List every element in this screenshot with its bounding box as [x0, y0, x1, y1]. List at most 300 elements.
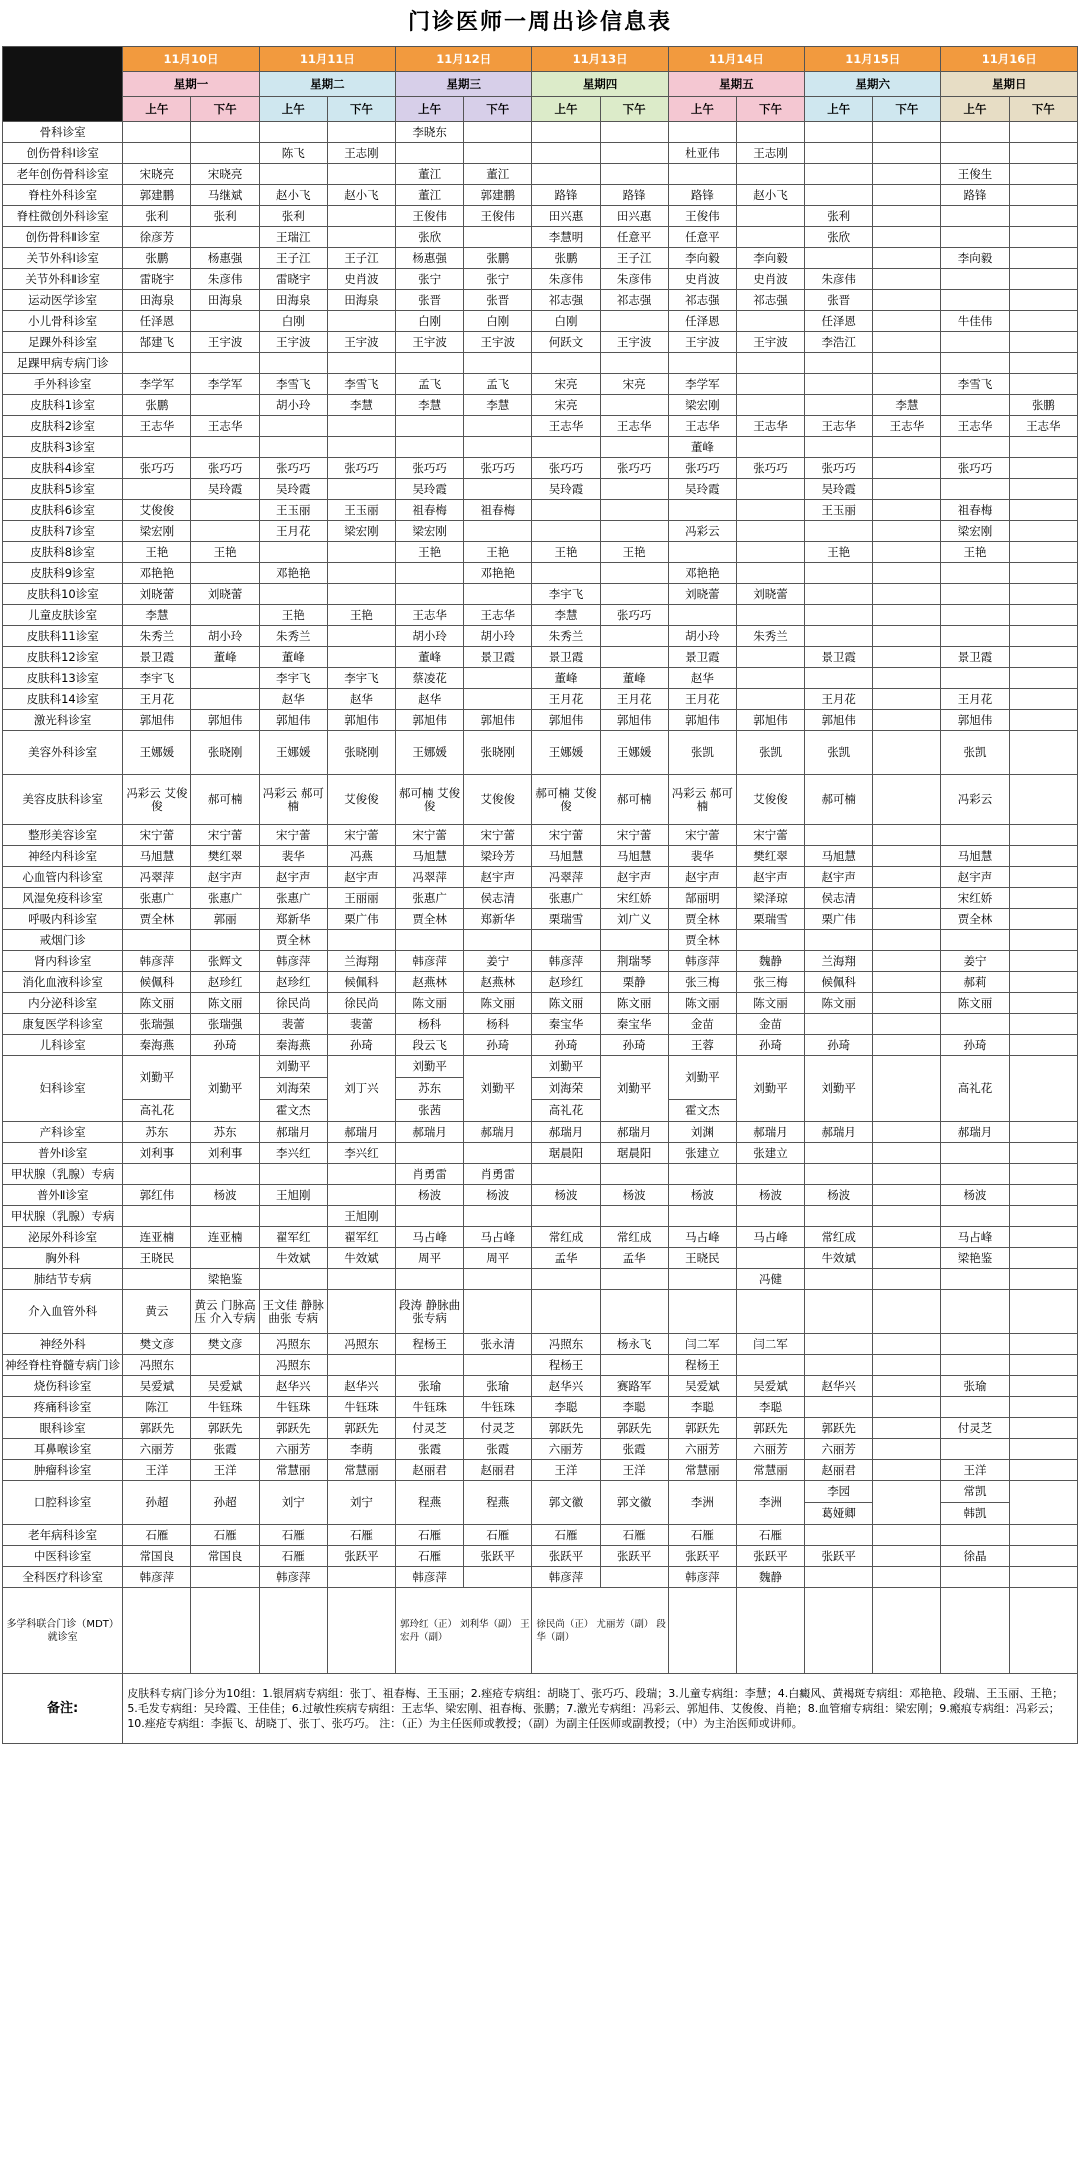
doctor-cell — [941, 584, 1009, 605]
doctor-cell: 杨波 — [941, 1185, 1009, 1206]
doctor-cell: 梁艳鉴 — [191, 1269, 259, 1290]
doctor-cell — [600, 1290, 668, 1334]
doctor-cell — [736, 227, 804, 248]
weekday-header: 星期四 — [532, 72, 668, 97]
doctor-cell: 董江 — [396, 185, 464, 206]
doctor-cell: 宋亮 — [600, 374, 668, 395]
doctor-cell: 王志华 — [736, 416, 804, 437]
doctor-cell: 李学军 — [191, 374, 259, 395]
doctor-cell: 郭文徽 — [600, 1481, 668, 1525]
doctor-cell — [805, 164, 873, 185]
doctor-cell: 冯彩云 郝可楠 — [259, 775, 327, 825]
doctor-cell: 张瑜 — [464, 1376, 532, 1397]
doctor-cell: 吴爱斌 — [191, 1376, 259, 1397]
doctor-cell: 黄云 — [123, 1290, 191, 1334]
doctor-cell: 郭旭伟 — [600, 710, 668, 731]
doctor-cell: 胡小玲 — [259, 395, 327, 416]
doctor-cell — [873, 1056, 941, 1122]
doctor-cell — [327, 1567, 395, 1588]
doctor-cell: 苏东 — [191, 1122, 259, 1143]
table-row — [3, 1460, 1078, 1481]
doctor-cell — [873, 1014, 941, 1035]
doctor-cell — [1009, 437, 1077, 458]
doctor-cell — [736, 311, 804, 332]
doctor-cell: 冯彩云 — [941, 775, 1009, 825]
doctor-cell — [805, 1334, 873, 1355]
dept-name: 内分泌科诊室 — [3, 993, 123, 1014]
dept-name: 足踝甲病专病门诊 — [3, 353, 123, 374]
doctor-cell: 白刚 — [396, 311, 464, 332]
doctor-cell: 李学军 — [668, 374, 736, 395]
doctor-cell — [873, 1546, 941, 1567]
doctor-cell: 吴爱斌 — [668, 1376, 736, 1397]
doctor-cell: 李宇飞 — [123, 668, 191, 689]
dept-name: 激光科诊室 — [3, 710, 123, 731]
doctor-cell — [600, 647, 668, 668]
doctor-cell: 张建立 — [668, 1143, 736, 1164]
doctor-cell: 王志华 — [1009, 416, 1077, 437]
doctor-cell: 张茜 — [396, 1100, 464, 1122]
doctor-cell: 王志华 — [873, 416, 941, 437]
doctor-cell: 张永清 — [464, 1334, 532, 1355]
doctor-cell — [668, 1588, 736, 1674]
doctor-cell: 石雁 — [123, 1525, 191, 1546]
dept-name: 皮肤科7诊室 — [3, 521, 123, 542]
doctor-cell — [464, 1355, 532, 1376]
doctor-cell — [736, 122, 804, 143]
doctor-cell: 石雁 — [259, 1546, 327, 1567]
doctor-cell: 王艳 — [941, 542, 1009, 563]
doctor-cell: 刘晓蕾 — [123, 584, 191, 605]
pm-header: 下午 — [736, 97, 804, 122]
doctor-cell: 张跃平 — [532, 1546, 600, 1567]
doctor-cell — [873, 122, 941, 143]
doctor-cell: 秦宝华 — [532, 1014, 600, 1035]
am-header: 上午 — [396, 97, 464, 122]
doctor-cell: 常红成 — [532, 1227, 600, 1248]
doctor-cell: 张利 — [191, 206, 259, 227]
doctor-cell: 杜亚伟 — [668, 143, 736, 164]
doctor-cell — [191, 122, 259, 143]
doctor-cell: 张跃平 — [464, 1546, 532, 1567]
doctor-cell — [1009, 584, 1077, 605]
doctor-cell: 王月花 — [600, 689, 668, 710]
table-row — [3, 1185, 1078, 1206]
doctor-cell: 赵珍红 — [259, 972, 327, 993]
doctor-cell: 刘勤平 — [191, 1056, 259, 1122]
doctor-cell — [736, 647, 804, 668]
table-row — [3, 972, 1078, 993]
doctor-cell: 张惠广 — [396, 888, 464, 909]
doctor-cell — [873, 584, 941, 605]
doctor-cell — [191, 521, 259, 542]
doctor-cell: 冯翠萍 — [396, 867, 464, 888]
doctor-cell: 徐彦芳 — [123, 227, 191, 248]
doctor-cell: 冯燕 — [327, 846, 395, 867]
doctor-cell — [600, 626, 668, 647]
doctor-cell: 王志刚 — [327, 143, 395, 164]
doctor-cell — [191, 1248, 259, 1269]
table-row — [3, 332, 1078, 353]
doctor-cell: 张瑜 — [396, 1376, 464, 1397]
doctor-cell — [191, 1164, 259, 1185]
doctor-cell — [873, 668, 941, 689]
doctor-cell: 张晋 — [396, 290, 464, 311]
doctor-cell: 徐民尚 — [327, 993, 395, 1014]
doctor-cell: 陈文丽 — [600, 993, 668, 1014]
doctor-cell — [873, 206, 941, 227]
doctor-cell — [327, 311, 395, 332]
dept-name: 皮肤科11诊室 — [3, 626, 123, 647]
doctor-cell: 王志刚 — [736, 143, 804, 164]
doctor-cell — [1009, 164, 1077, 185]
doctor-cell: 魏静 — [736, 951, 804, 972]
doctor-cell: 韩彦萍 — [123, 1567, 191, 1588]
doctor-cell — [805, 1164, 873, 1185]
doctor-cell — [259, 1269, 327, 1290]
doctor-cell: 郝可楠 — [805, 775, 873, 825]
doctor-cell: 冯照东 — [259, 1355, 327, 1376]
doctor-cell: 田海泉 — [191, 290, 259, 311]
doctor-cell: 朱彦伟 — [532, 269, 600, 290]
doctor-cell: 马占峰 — [668, 1227, 736, 1248]
doctor-cell — [1009, 1460, 1077, 1481]
doctor-cell — [1009, 626, 1077, 647]
doctor-cell — [941, 1439, 1009, 1460]
doctor-cell — [1009, 888, 1077, 909]
doctor-cell: 张宁 — [464, 269, 532, 290]
doctor-cell: 石雁 — [668, 1525, 736, 1546]
doctor-cell: 张巧巧 — [464, 458, 532, 479]
doctor-cell — [736, 1248, 804, 1269]
doctor-cell — [941, 1588, 1009, 1674]
doctor-cell: 赵华兴 — [805, 1376, 873, 1397]
doctor-cell — [532, 1206, 600, 1227]
dept-name: 皮肤科1诊室 — [3, 395, 123, 416]
doctor-cell: 赵宇声 — [941, 867, 1009, 888]
pm-header: 下午 — [191, 97, 259, 122]
doctor-cell: 张巧巧 — [123, 458, 191, 479]
doctor-cell — [464, 227, 532, 248]
doctor-cell: 郭文徽 — [532, 1481, 600, 1525]
doctor-cell — [1009, 1418, 1077, 1439]
doctor-cell: 董峰 — [259, 647, 327, 668]
table-row — [3, 1418, 1078, 1439]
doctor-cell — [873, 332, 941, 353]
doctor-cell: 杨科 — [464, 1014, 532, 1035]
doctor-cell — [873, 227, 941, 248]
mdt-thu: 徐民尚（正） 尤丽芳（副） 段华（副） — [532, 1588, 668, 1674]
doctor-cell: 景卫霞 — [941, 647, 1009, 668]
doctor-cell — [736, 542, 804, 563]
dept-name: 产科诊室 — [3, 1122, 123, 1143]
doctor-cell: 陈文丽 — [191, 993, 259, 1014]
doctor-cell: 郭跃先 — [123, 1418, 191, 1439]
doctor-cell: 景卫霞 — [123, 647, 191, 668]
doctor-cell — [327, 164, 395, 185]
doctor-cell: 牛效斌 — [805, 1248, 873, 1269]
doctor-cell — [873, 1035, 941, 1056]
doctor-cell — [259, 1164, 327, 1185]
doctor-cell — [1009, 1376, 1077, 1397]
doctor-cell: 王志华 — [941, 416, 1009, 437]
doctor-cell: 常慧丽 — [668, 1460, 736, 1481]
pm-header: 下午 — [600, 97, 668, 122]
doctor-cell: 郭旭伟 — [736, 710, 804, 731]
doctor-cell: 六丽芳 — [259, 1439, 327, 1460]
doctor-cell: 白刚 — [259, 311, 327, 332]
doctor-cell: 李慧 — [327, 395, 395, 416]
weekday-header: 星期日 — [941, 72, 1078, 97]
dept-name: 肺结节专病 — [3, 1269, 123, 1290]
doctor-cell: 张晋 — [805, 290, 873, 311]
doctor-cell: 赵华 — [668, 668, 736, 689]
doctor-cell — [396, 437, 464, 458]
doctor-cell — [1009, 290, 1077, 311]
doctor-cell: 王志华 — [600, 416, 668, 437]
doctor-cell — [600, 1355, 668, 1376]
doctor-cell — [1009, 248, 1077, 269]
doctor-cell — [1009, 185, 1077, 206]
doctor-cell: 郭旭伟 — [532, 710, 600, 731]
doctor-cell — [805, 1014, 873, 1035]
doctor-cell — [736, 1588, 804, 1674]
doctor-cell: 杨波 — [396, 1185, 464, 1206]
doctor-cell: 陈文丽 — [668, 993, 736, 1014]
doctor-cell — [873, 1248, 941, 1269]
doctor-cell: 兰海翔 — [805, 951, 873, 972]
doctor-cell — [1009, 1122, 1077, 1143]
table-row — [3, 909, 1078, 930]
doctor-cell: 常慧丽 — [736, 1460, 804, 1481]
doctor-cell: 郝可楠 艾俊俊 — [532, 775, 600, 825]
dept-name: 甲状腺（乳腺）专病 — [3, 1206, 123, 1227]
doctor-cell: 连亚楠 — [123, 1227, 191, 1248]
dept-name: 消化血液科诊室 — [3, 972, 123, 993]
doctor-cell — [805, 1525, 873, 1546]
doctor-cell — [668, 1269, 736, 1290]
doctor-cell — [532, 143, 600, 164]
doctor-cell — [532, 930, 600, 951]
doctor-cell: 胡小玲 — [668, 626, 736, 647]
doctor-cell — [396, 1355, 464, 1376]
doctor-cell: 王晓民 — [668, 1248, 736, 1269]
doctor-cell — [1009, 1546, 1077, 1567]
doctor-cell — [464, 584, 532, 605]
doctor-cell — [941, 332, 1009, 353]
doctor-cell — [736, 605, 804, 626]
doctor-cell: 胡小玲 — [191, 626, 259, 647]
doctor-cell — [941, 353, 1009, 374]
table-row — [3, 846, 1078, 867]
dept-name: 皮肤科9诊室 — [3, 563, 123, 584]
doctor-cell: 王艳 — [805, 542, 873, 563]
doctor-cell: 孙琦 — [191, 1035, 259, 1056]
doctor-cell — [736, 164, 804, 185]
doctor-cell — [941, 1164, 1009, 1185]
table-row — [3, 1143, 1078, 1164]
doctor-cell: 孙琦 — [805, 1035, 873, 1056]
doctor-cell — [736, 353, 804, 374]
doctor-cell — [1009, 311, 1077, 332]
doctor-cell: 郭跃先 — [532, 1418, 600, 1439]
weekday-header: 星期二 — [259, 72, 395, 97]
doctor-cell: 张跃平 — [327, 1546, 395, 1567]
doctor-cell: 史肖波 — [327, 269, 395, 290]
doctor-cell: 张霞 — [600, 1439, 668, 1460]
doctor-cell: 祁志强 — [532, 290, 600, 311]
doctor-cell — [873, 1439, 941, 1460]
doctor-cell: 董峰 — [532, 668, 600, 689]
doctor-cell — [1009, 1185, 1077, 1206]
doctor-cell: 程杨王 — [532, 1355, 600, 1376]
doctor-cell: 孙超 — [123, 1481, 191, 1525]
doctor-cell — [941, 1206, 1009, 1227]
doctor-cell — [600, 500, 668, 521]
doctor-cell: 祁志强 — [668, 290, 736, 311]
doctor-cell — [259, 416, 327, 437]
doctor-cell — [396, 353, 464, 374]
doctor-cell: 胡小玲 — [396, 626, 464, 647]
doctor-cell: 梁玲芳 — [464, 846, 532, 867]
doctor-cell: 马旭慧 — [532, 846, 600, 867]
doctor-cell — [464, 1269, 532, 1290]
doctor-cell — [464, 1567, 532, 1588]
doctor-cell: 王月花 — [805, 689, 873, 710]
doctor-cell: 路锋 — [668, 185, 736, 206]
date-header: 11月14日 — [668, 47, 804, 72]
doctor-cell: 田兴惠 — [600, 206, 668, 227]
doctor-cell: 马旭慧 — [123, 846, 191, 867]
doctor-cell — [873, 542, 941, 563]
doctor-cell: 付灵芝 — [941, 1418, 1009, 1439]
doctor-cell: 李聪 — [600, 1397, 668, 1418]
doctor-cell — [600, 521, 668, 542]
table-row — [3, 825, 1078, 846]
doctor-cell: 张凯 — [668, 731, 736, 775]
doctor-cell — [873, 1164, 941, 1185]
table-row — [3, 500, 1078, 521]
doctor-cell: 郭旭伟 — [396, 710, 464, 731]
doctor-cell: 张跃平 — [805, 1546, 873, 1567]
doctor-cell: 王月花 — [532, 689, 600, 710]
doctor-cell: 李慧 — [396, 395, 464, 416]
doctor-cell: 刘宁 — [327, 1481, 395, 1525]
doctor-cell: 琚晨阳 — [600, 1143, 668, 1164]
doctor-cell — [668, 605, 736, 626]
doctor-cell: 张巧巧 — [532, 458, 600, 479]
doctor-cell — [941, 479, 1009, 500]
doctor-cell: 杨波 — [532, 1185, 600, 1206]
doctor-cell: 张巧巧 — [396, 458, 464, 479]
doctor-cell: 宋宁蕾 — [259, 825, 327, 846]
doctor-cell — [1009, 332, 1077, 353]
doctor-cell — [327, 647, 395, 668]
doctor-cell: 张凯 — [805, 731, 873, 775]
doctor-cell — [941, 143, 1009, 164]
doctor-cell — [327, 1164, 395, 1185]
doctor-cell — [873, 1206, 941, 1227]
doctor-cell: 王瑞江 — [259, 227, 327, 248]
doctor-cell — [600, 930, 668, 951]
doctor-cell: 刘渊 — [668, 1122, 736, 1143]
doctor-cell: 任泽恩 — [668, 311, 736, 332]
doctor-cell: 苏东 — [123, 1122, 191, 1143]
doctor-cell — [668, 122, 736, 143]
doctor-cell — [464, 689, 532, 710]
doctor-cell — [873, 731, 941, 775]
doctor-cell — [736, 206, 804, 227]
doctor-cell: 张惠广 — [259, 888, 327, 909]
doctor-cell: 张巧巧 — [941, 458, 1009, 479]
table-row — [3, 951, 1078, 972]
doctor-cell: 樊红翠 — [191, 846, 259, 867]
dept-name: 皮肤科3诊室 — [3, 437, 123, 458]
doctor-cell: 韩彦萍 — [259, 951, 327, 972]
doctor-cell — [1009, 951, 1077, 972]
doctor-cell: 王宇波 — [668, 332, 736, 353]
table-row — [3, 930, 1078, 951]
doctor-cell — [1009, 1143, 1077, 1164]
doctor-cell — [396, 1143, 464, 1164]
doctor-cell: 赵珍红 — [191, 972, 259, 993]
doctor-cell: 董峰 — [191, 647, 259, 668]
doctor-cell — [736, 668, 804, 689]
doctor-cell: 马占峰 — [396, 1227, 464, 1248]
dept-name: 创伤骨科Ⅰ诊室 — [3, 143, 123, 164]
doctor-cell: 王宇波 — [600, 332, 668, 353]
doctor-cell: 王娜媛 — [396, 731, 464, 775]
doctor-cell: 郭旭伟 — [805, 710, 873, 731]
doctor-cell: 张瑜 — [941, 1376, 1009, 1397]
doctor-cell — [259, 584, 327, 605]
doctor-cell — [464, 143, 532, 164]
doctor-cell: 秦海燕 — [259, 1035, 327, 1056]
doctor-cell — [873, 825, 941, 846]
doctor-cell — [327, 1185, 395, 1206]
doctor-cell: 杨惠强 — [396, 248, 464, 269]
doctor-cell: 冯照东 — [259, 1334, 327, 1355]
doctor-cell: 郝瑞月 — [805, 1122, 873, 1143]
doctor-cell: 李聪 — [736, 1397, 804, 1418]
doctor-cell: 张凯 — [736, 731, 804, 775]
doctor-cell: 张建立 — [736, 1143, 804, 1164]
doctor-cell — [1009, 1035, 1077, 1056]
doctor-cell: 梁宏刚 — [327, 521, 395, 542]
doctor-cell: 赵华 — [396, 689, 464, 710]
doctor-cell — [259, 542, 327, 563]
mdt-wed: 郭玲红（正） 刘利华（副） 王宏丹（副） — [396, 1588, 532, 1674]
doctor-cell — [941, 1525, 1009, 1546]
doctor-cell: 姜宁 — [464, 951, 532, 972]
table-row — [3, 563, 1078, 584]
doctor-cell — [1009, 647, 1077, 668]
doctor-cell: 王俊伟 — [464, 206, 532, 227]
dept-name: 康复医学科诊室 — [3, 1014, 123, 1035]
dept-name: 关节外科Ⅰ诊室 — [3, 248, 123, 269]
doctor-cell: 栗瑞雪 — [736, 909, 804, 930]
doctor-cell: 李向毅 — [941, 248, 1009, 269]
table-row — [3, 647, 1078, 668]
doctor-cell — [1009, 668, 1077, 689]
doctor-cell: 张鹏 — [123, 395, 191, 416]
table-row — [3, 1248, 1078, 1269]
doctor-cell — [123, 437, 191, 458]
doctor-cell: 王子江 — [600, 248, 668, 269]
doctor-cell — [1009, 710, 1077, 731]
doctor-cell — [1009, 143, 1077, 164]
doctor-cell — [396, 1269, 464, 1290]
